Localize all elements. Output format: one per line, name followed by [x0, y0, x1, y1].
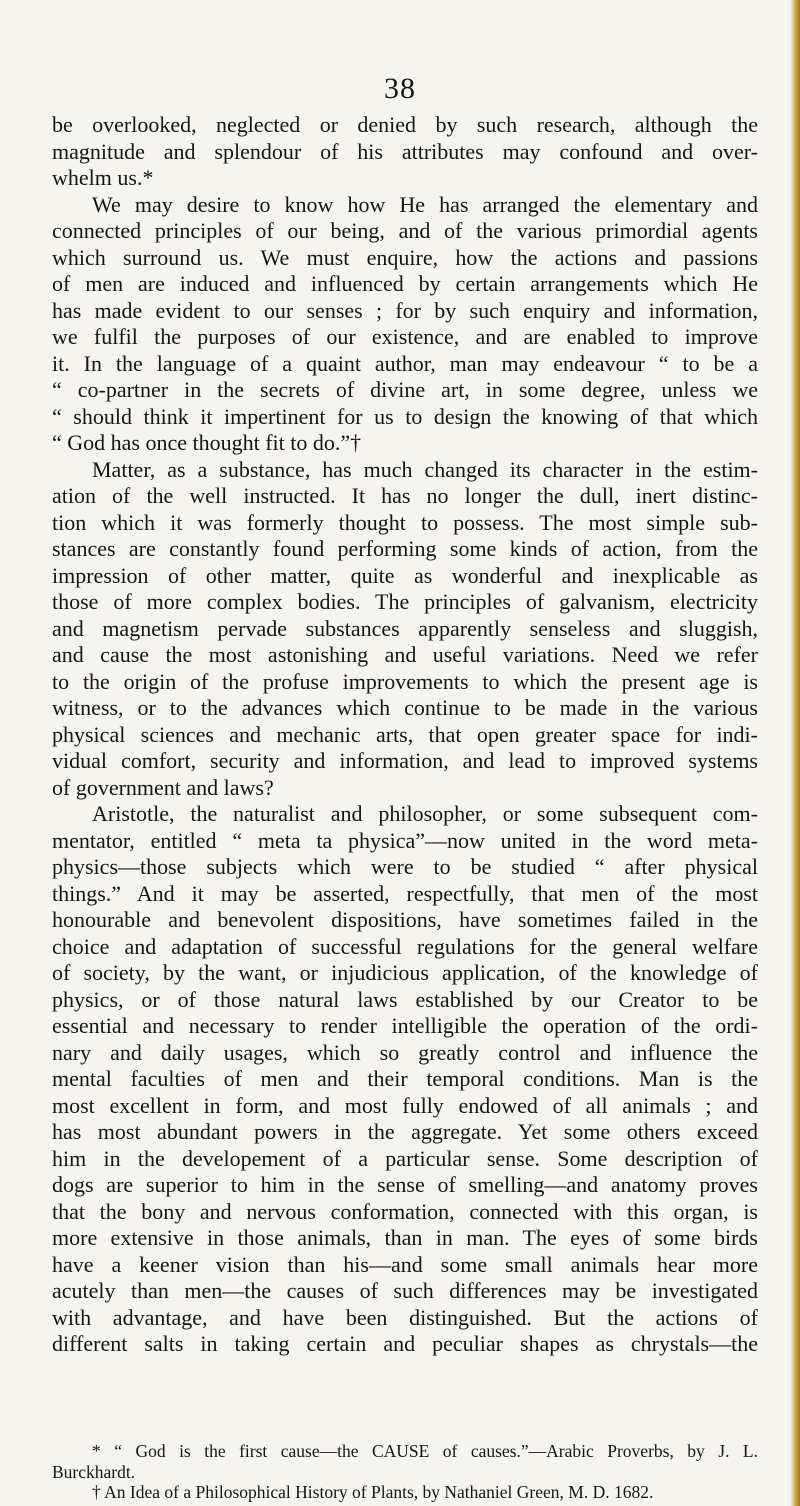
text-line: essential and necessary to render intelligible the operation of the ordi- [52, 1013, 758, 1038]
text-line: mental faculties of men and their temporal conditions. Man is the [52, 1066, 758, 1091]
page-edge [790, 0, 800, 1506]
text-line: him in the developement of a particular sense. Some description of [52, 1145, 758, 1171]
footnote: † An Idea of a Philosophical History of Plants, by Nathaniel Green, M. D. 1682. [92, 1482, 654, 1502]
text-line: tion which it was formerly thought to possess. The most simple sub- [52, 509, 758, 535]
text-line: we fulfil the purposes of our existence, and are enabled to improve [52, 324, 758, 349]
text-line: acutely than men—the causes of such differences may be investigated [52, 1278, 758, 1303]
text-line: Matter, as a substance, has much changed its character in the estim- [92, 456, 758, 482]
text-line: dogs are superior to him in the sense of smelling—and anatomy proves [52, 1172, 758, 1197]
text-line: We may desire to know how He has arranged the elementary and [92, 191, 758, 217]
text-line: “ co-partner in the secrets of divine art, in some degree, unless we [52, 377, 758, 402]
page-number: 38 [384, 72, 416, 105]
text-line: whelm us.* [52, 165, 154, 190]
text-line: “ God has once thought fit to do.”† [52, 430, 362, 455]
text-line: to the origin of the profuse improvements to which the present age is [52, 668, 758, 694]
text-line: nary and daily usages, which so greatly control and influence the [52, 1039, 758, 1065]
text-line: choice and adaptation of successful regulations for the general welfare [52, 933, 758, 959]
text-line: vidual comfort, security and information, and lead to improved systems [52, 748, 758, 773]
text-line: physical sciences and mechanic arts, that open greater space for indi- [52, 721, 758, 747]
text-line: has made evident to our senses ; for by such enquiry and information, [52, 297, 758, 323]
text-line: witness, or to the advances which continue to be made in the various [52, 695, 758, 720]
text-line: of society, by the want, or injudicious application, of the knowledge of [52, 960, 758, 985]
footnotes [52, 1441, 758, 1503]
footnote: Burckhardt. [52, 1461, 136, 1482]
text-line: Aristotle, the naturalist and philosopher, or some subsequent com- [92, 801, 758, 826]
text-line: of men are induced and influenced by certain arrangements which He [52, 271, 758, 296]
text-line: “ should think it impertinent for us to design the knowing of that which [52, 403, 758, 429]
footnote: * “ God is the first cause—the CAUSE of causes.”—Arabic Proverbs, by J. L. [92, 1441, 758, 1461]
text-line: and magnetism pervade substances apparently senseless and sluggish, [52, 615, 758, 641]
text-line: most excellent in form, and most fully endowed of all animals ; and [52, 1092, 758, 1118]
text-line: things.” And it may be asserted, respectfully, that men of the most [52, 880, 758, 906]
text-line: connected principles of our being, and of the various primordial agents [52, 218, 758, 243]
text-line: mentator, entitled “ meta ta physica”—now united in the word meta- [52, 827, 758, 853]
text-line: of government and laws? [52, 774, 274, 800]
text-line: physics, or of those natural laws established by our Creator to be [52, 986, 758, 1012]
text-line: ation of the well instructed. It has no longer the dull, inert distinc- [52, 483, 758, 508]
text-line: that the bony and nervous conformation, connected with this organ, is [52, 1198, 758, 1224]
text-line: with advantage, and have been distinguished. But the actions of [52, 1304, 758, 1330]
text-line: it. In the language of a quaint author, man may endeavour “ to be a [52, 350, 758, 376]
text-line: be overlooked, neglected or denied by such research, although the [52, 112, 758, 137]
text-line: impression of other matter, quite as wonderful and inexplicable as [52, 562, 758, 588]
text-line: has most abundant powers in the aggregate. Yet some others exceed [52, 1119, 758, 1144]
text-line: different salts in taking certain and peculiar shapes as chrystals—the [52, 1331, 758, 1356]
text-line: physics—those subjects which were to be studied “ after physical [52, 854, 758, 879]
text-line: and cause the most astonishing and useful variations. Need we refer [52, 642, 758, 667]
text-line: more extensive in those animals, than in man. The eyes of some birds [52, 1225, 758, 1250]
text-line [52, 1358, 758, 1385]
text-line: those of more complex bodies. The principles of galvanism, electricity [52, 589, 758, 614]
text-line: honourable and benevolent dispositions, have sometimes failed in the [52, 907, 758, 932]
text-line: magnitude and splendour of his attributes may confound and over- [52, 138, 758, 164]
text-line: stances are constantly found performing some kinds of action, from the [52, 536, 758, 561]
text-line: which surround us. We must enquire, how the actions and passions [52, 244, 758, 270]
body-text [52, 112, 758, 1384]
text-line: have a keener vision than his—and some small animals hear more [52, 1251, 758, 1277]
